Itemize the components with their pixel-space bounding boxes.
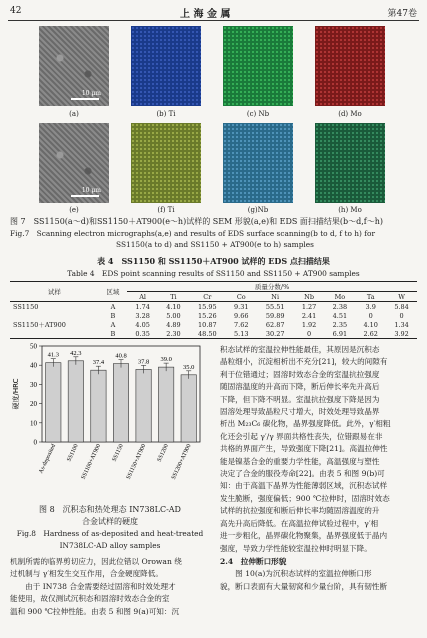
panel-label-g: (g)Nb — [247, 206, 269, 214]
table-cell-sample — [10, 329, 99, 339]
text-line: 析出 M₂₃C₆ 碳化物，晶界强度降低。此外，γ′相粗 — [220, 419, 391, 429]
table-cell: 7.62 — [234, 320, 249, 329]
scale-bar-label: 10 μm — [81, 187, 101, 194]
table-cell: 0 — [368, 311, 373, 320]
table-cell: 1.27 — [301, 302, 317, 311]
table-cell: 1.92 — [301, 320, 317, 329]
eds-map-ti-b — [131, 26, 201, 106]
bar — [136, 369, 151, 442]
data-label: 42.3 — [70, 349, 82, 357]
table-header-element: Nb — [304, 292, 315, 301]
panel-label-f: (f) Ti — [157, 206, 175, 214]
text-line: 固溶处理导致晶粒尺寸增大，时效处理导致晶界 — [220, 407, 380, 417]
panel-label-h: (h) Mo — [338, 206, 362, 214]
text-line: 过机制与 γ′相发生交互作用，合金硬度降低。 — [10, 569, 163, 579]
table-header-element: Co — [236, 292, 246, 301]
data-label: 35.0 — [183, 363, 195, 371]
scale-bar — [71, 195, 99, 197]
table-header-element: Ti — [170, 292, 177, 301]
data-label: 41.3 — [47, 351, 59, 359]
table-cell: 9.66 — [234, 311, 249, 320]
volume-label: 第47卷 — [387, 9, 417, 19]
text-line: 知：由于高温下晶界为性能薄弱区域，沉积态试样 — [220, 481, 388, 491]
x-tick-label: SS1150 — [111, 443, 125, 463]
table-header-element: Al — [139, 292, 147, 301]
table-header-element: Ta — [366, 292, 375, 301]
panel-label-d: (d) Mo — [338, 110, 362, 118]
bar — [158, 367, 173, 442]
table-row — [10, 329, 417, 339]
sem-micrograph-e — [39, 123, 109, 203]
fig8-caption-en-1: Fig.8 Hardness of as-deposited and heat-treated — [16, 529, 204, 538]
y-tick-label: 0 — [33, 438, 37, 447]
text-line: 试样的抗拉强度和断后伸长率均随固溶温度的升 — [220, 506, 380, 516]
table-cell: 5.13 — [234, 329, 249, 338]
text-line: 貌，断口表面有大量韧窝和少量台阶，具有韧性断 — [220, 581, 388, 591]
table-cell: 30.27 — [265, 329, 285, 338]
text-line: 随固溶温度的升高而下降，断后伸长率先升高后 — [220, 382, 380, 392]
x-tick-label: SS1150+AT900 — [125, 443, 148, 481]
table-cell: 2.62 — [363, 329, 378, 338]
fig7-caption-cn: 图 7 SS1150(a～d)和SS1150＋AT900(e～h)试样的 SEM 形貌(a,e)和 EDS 面扫描结果(b～d,f～h) — [10, 217, 384, 226]
table-cell-region: A — [110, 320, 116, 329]
text-line: 晶粒细小，沉淀相析出不充分[21]，较大的间隙有 — [220, 357, 388, 367]
text-line: 高先升高后降低。在高温拉伸试验过程中，γ′相 — [220, 518, 379, 528]
table-cell: 4.05 — [135, 320, 150, 329]
sem-micrograph-a — [39, 26, 109, 106]
text-line: 能是镍基合金的重要力学性能，高温强度与塑性 — [220, 456, 380, 466]
table-cell: 2.30 — [166, 329, 181, 338]
fig8-caption-cn-1: 图 8 沉积态和热处理态 IN738LC-AD — [39, 505, 181, 514]
scale-bar — [71, 98, 99, 100]
journal-title: 上 海 金 属 — [180, 9, 231, 20]
text-line: 决定了合金的服役寿命[22]。由表 5 和图 9(b)可 — [220, 469, 385, 479]
table-header-sample: 试样 — [47, 288, 61, 296]
panel-label-c: (c) Nb — [246, 110, 270, 118]
bar — [113, 364, 128, 442]
x-tick-label: SS1100 — [66, 443, 80, 463]
hardness-bar-chart — [8, 342, 208, 502]
header-rule — [8, 20, 419, 21]
fig8-caption-cn-2: 合金试样的硬度 — [82, 517, 138, 526]
text-line: 利于位错通过；固溶时效态合金的室温抗拉强度 — [220, 369, 380, 379]
scale-bar-label: 10 μm — [81, 90, 101, 97]
table-cell: 4.89 — [166, 320, 181, 329]
table-cell: 59.89 — [265, 311, 285, 320]
right-column-text — [220, 344, 420, 593]
table-cell: 3.92 — [394, 329, 409, 338]
y-tick-label: 50 — [30, 342, 37, 351]
text-line: 图 10(a)为沉积态试样的室温拉伸断口形 — [220, 569, 372, 579]
table-cell: 10.87 — [198, 320, 217, 329]
text-line: 温和 900 ℃拉伸性能。由表 5 和图 9(a)可知：沉 — [10, 606, 180, 616]
table4-title-cn: 表 4 SS1150 和 SS1150＋AT900 试样的 EDS 点扫描结果 — [97, 256, 330, 266]
table-cell: 4.51 — [332, 311, 348, 320]
eds-map-nb-c — [223, 26, 293, 106]
y-axis-label: 硬度/HRC — [12, 378, 20, 410]
y-tick-label: 30 — [30, 380, 37, 389]
table-header-mass-fraction: 质量分数/% — [127, 282, 417, 292]
y-tick-label: 40 — [30, 361, 37, 370]
section-heading: 2.4 拉伸断口形貌 — [220, 556, 287, 566]
table4 — [10, 281, 417, 339]
text-line: 共格的界面产生，导致强度下降[21]。高温拉伸性 — [220, 444, 388, 454]
table-cell-sample — [10, 311, 99, 320]
table-cell: 55.51 — [265, 302, 285, 311]
x-tick-label: SS1100+AT900 — [80, 443, 103, 481]
data-label: 37.8 — [137, 358, 150, 366]
table-cell-sample: SS1150＋AT900 — [13, 321, 66, 329]
bar — [68, 361, 83, 442]
fig8-caption-en-2: IN738LC-AD alloy samples — [59, 541, 161, 550]
text-line: 能使用，故仅测试沉积态和固溶时效态合金的室 — [10, 594, 170, 604]
y-tick-label: 20 — [30, 400, 37, 409]
text-line: 化还会引起 γ′/γ 界面共格性丧失，位错跟易在非 — [220, 431, 383, 441]
panel-label-a: (a) — [69, 110, 79, 118]
x-tick-label: SS1200 — [156, 443, 170, 463]
table-cell: 6.91 — [332, 329, 348, 338]
text-line: 机制所需的临界剪切应力，因此位错以 Orowan 绕 — [10, 557, 182, 566]
table-header-element: Mo — [334, 292, 346, 301]
table-cell: 0 — [399, 311, 404, 320]
left-column-text — [10, 556, 210, 618]
table-cell: 2.41 — [301, 311, 317, 320]
table-cell: 4.10 — [363, 320, 378, 329]
eds-map-mo-h — [315, 123, 385, 203]
eds-map-ti-f — [131, 123, 201, 203]
table-cell: 15.26 — [198, 311, 217, 320]
table-cell: 2.38 — [332, 302, 348, 311]
table-cell: 2.35 — [332, 320, 348, 329]
table-cell: 15.95 — [198, 302, 217, 311]
text-line: 进一步粗化，晶界碳化物聚集，晶界强度低于晶内 — [220, 531, 388, 541]
table-cell: 3.28 — [135, 311, 150, 320]
text-line: 由于 IN738 合金需要经过固溶和时效处理才 — [10, 581, 176, 591]
table-cell: 0 — [307, 329, 312, 338]
text-line: 发生脆断，强度偏低；900 ℃拉伸时，固溶时效态 — [220, 493, 390, 503]
table-cell: 0.35 — [135, 329, 150, 338]
table-cell: 4.10 — [166, 302, 181, 311]
table-cell-sample: SS1150 — [13, 302, 39, 311]
table-row — [10, 320, 417, 329]
table-row — [10, 311, 417, 320]
table-cell: 9.31 — [234, 302, 249, 311]
table-cell: 5.00 — [166, 311, 181, 320]
data-label: 39.0 — [160, 356, 172, 364]
bar — [181, 375, 196, 442]
x-tick-label: As-deposited — [38, 443, 58, 475]
panel-label-b: (b) Ti — [156, 110, 176, 118]
table-cell: 5.84 — [394, 302, 409, 311]
table-cell: 48.50 — [198, 329, 217, 338]
table-header-element: Cr — [203, 292, 212, 301]
table-cell: 62.87 — [265, 320, 285, 329]
table-cell: 3.9 — [365, 302, 376, 311]
panel-label-e: (e) — [69, 206, 79, 214]
y-tick-label: 10 — [30, 419, 37, 428]
x-tick-label: SS1200+AT900 — [170, 443, 193, 481]
text-line: 下降，但下降不明显。室温抗拉强度下降是因为 — [220, 394, 380, 404]
table-row — [10, 302, 417, 312]
table-header-element: W — [398, 292, 405, 301]
eds-map-nb-g — [223, 123, 293, 203]
table-cell-region: B — [110, 329, 116, 338]
table-cell: 1.34 — [394, 320, 409, 329]
bar — [46, 363, 61, 442]
bar — [91, 370, 106, 442]
text-line: 积态试样的室温拉伸性能最佳，其原因是沉积态 — [220, 345, 380, 354]
table-header-region: 区域 — [106, 288, 120, 296]
page-number: 42 — [10, 6, 22, 16]
table-header-element: Ni — [271, 292, 280, 301]
table-cell: 1.74 — [135, 302, 150, 311]
fig7-caption-en-2: SS1150(a to d) and SS1150 + AT900(e to h) samples — [116, 240, 314, 249]
table-cell-region: B — [110, 311, 116, 320]
data-label: 37.4 — [92, 359, 105, 367]
table-cell-region: A — [110, 302, 116, 311]
eds-map-mo-d — [315, 26, 385, 106]
table4-title-en: Table 4 EDS point scanning results of SS1150 and SS1150 + AT900 samples — [67, 269, 360, 278]
fig7-caption-en-1: Fig.7 Scanning electron micrographs(a,e) and results of EDS surface scanning(b to d, f to h) for — [10, 229, 375, 238]
text-line: 强度，导致力学性能较室温拉伸时明显下降。 — [220, 543, 372, 553]
data-label: 40.8 — [115, 352, 127, 360]
